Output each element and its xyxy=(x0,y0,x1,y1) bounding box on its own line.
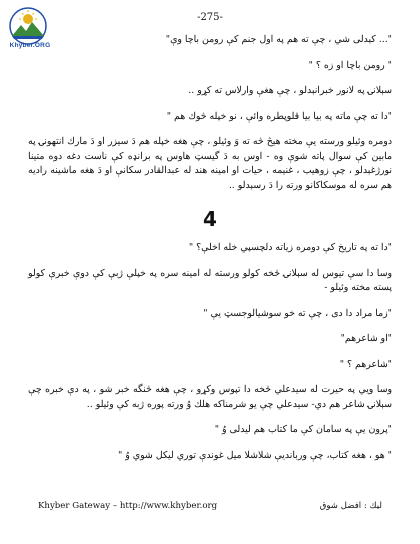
paragraph: "دا ته چې ماته په بيا بيا قلوپطره وائې ، نو خپله څوك هم " xyxy=(166,110,392,122)
paragraph: دومره وئيلو ورسته يې مخته هيڅ څه ته وَ وئيلو ، چې هغه خپله هم دَ سيزر او دَ مارك انتهونۍ په مابين كې سوال پاته شوې وه - اوس به دَ گيسټ هاوس په برانډه كې ناست دغه دوه متينا نورژغېدلو ، چې زوهيب ، غنيمه ، حيات او امينه هند له عبدالقادر سكانې او دَ هغه ماشينه راديه هم سره له موسكاكانو ورته را دَ رسېدلو .. xyxy=(28,136,392,191)
page-body xyxy=(28,26,392,463)
page-number: -275- xyxy=(197,12,223,23)
paragraph: "او شاعرهم" xyxy=(340,333,392,344)
logo-label: Khyber.ORG xyxy=(9,42,51,49)
paragraph: "زما مراد دا دی ، چې ته خو سوشيالوجسټ يې " xyxy=(203,307,392,319)
paragraph: سېلانۍ په لانور خبرانېدلو ، چې هغې وارلاس ته كړو .. xyxy=(188,85,392,96)
paragraph: " هو ، هغه كتاب، چې وربانديې شلاشلا ميل غوندې توري ليكل شوي وُ " xyxy=(117,449,392,461)
footer-author: ليك : افضل شوق xyxy=(319,501,382,511)
paragraph: وسا ويي په حيرت له سيدعلي څخه دا تپوس وكړو ، چې هغه څنگه خبر شو ، په دې خبره چې سېلانۍ شاعر هم دي- سيدعلي چې يو شرمناكه هلك وُ ورته پوره ژبه كې وئيلو .. xyxy=(28,384,392,410)
paragraph: وسا دا سې تيوس له سېلانۍ څخه كولو ورسته له امينه سره په خپلې ژبې كې دوې خبرې كولو پسته مخته وئيلو - xyxy=(28,267,392,293)
paragraph: "دا ته په تاريخ كې دومره زياته دلچسپي خله اخلې؟ " xyxy=(188,242,392,253)
paragraph: "شاعرهم ؟ " xyxy=(339,358,392,370)
paragraph: " رومن باچا او زه ؟ " xyxy=(308,59,392,71)
paragraph: "پرون يې په سامان كې ما كتاب هم ليدلى وُ " xyxy=(214,424,392,435)
footer-site: Khyber Gateway – http://www.khyber.org xyxy=(38,501,218,511)
page-footer xyxy=(38,501,382,511)
paragraph: "... كېدلى شي ، چې ته هم په اول جنم كې رومن باچا وې" xyxy=(165,34,392,45)
chapter-number: 4 xyxy=(203,207,217,231)
